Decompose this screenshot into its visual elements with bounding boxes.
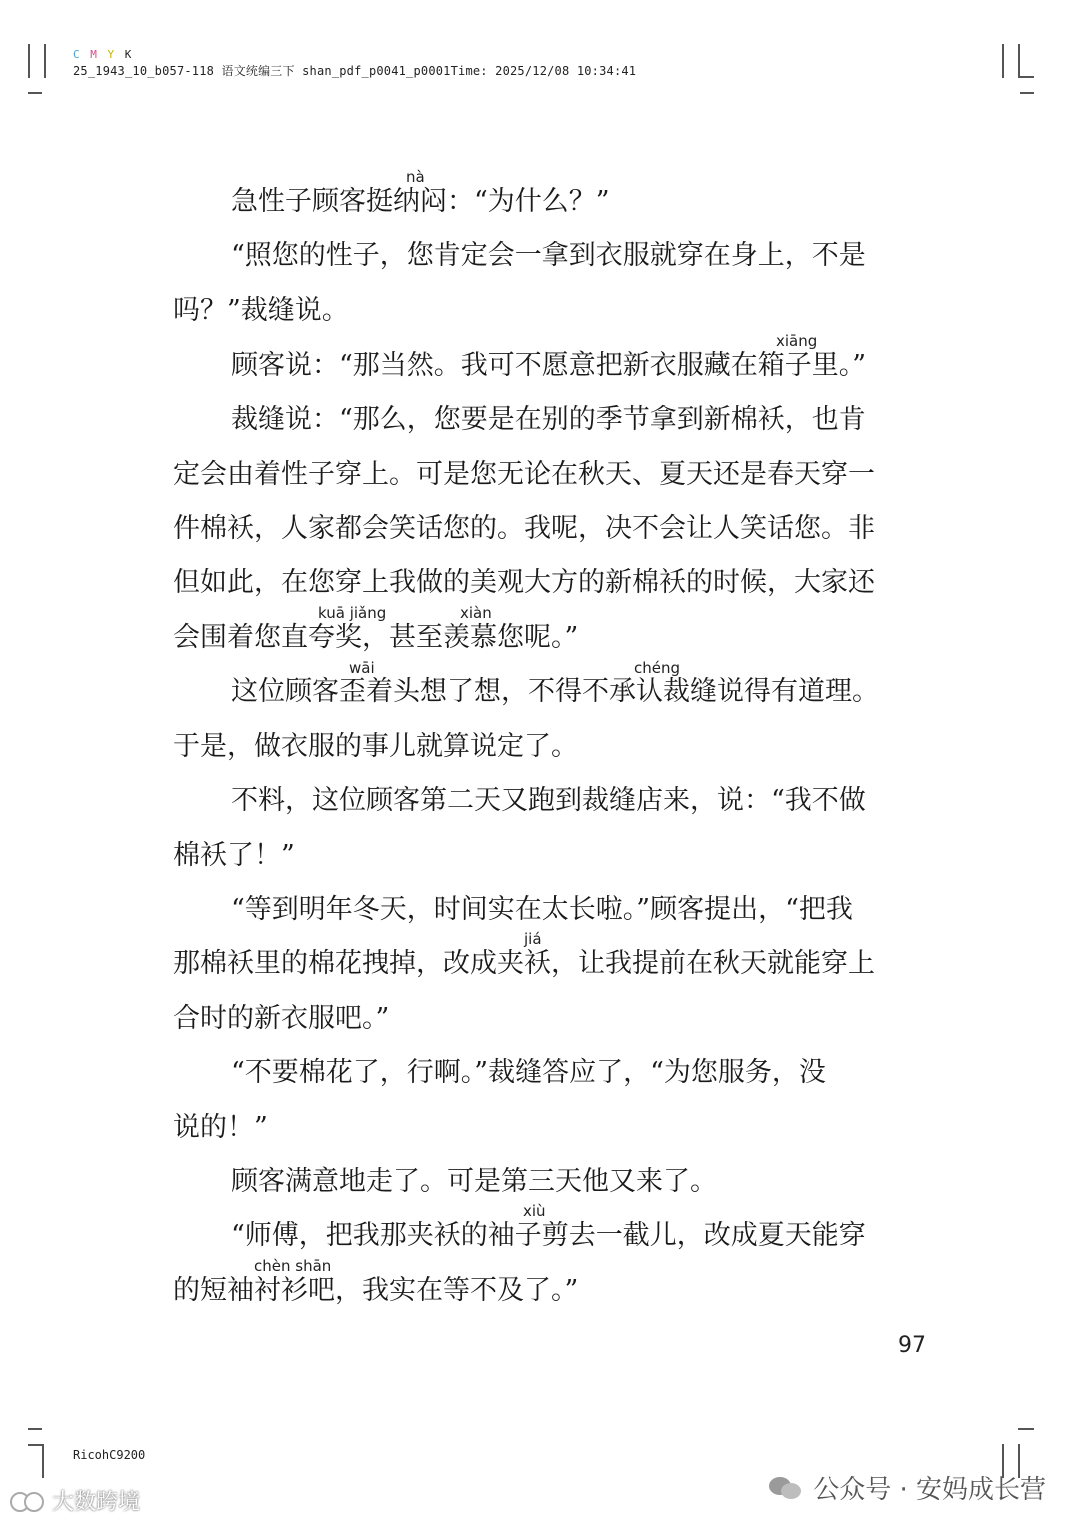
crop-mark <box>28 44 30 78</box>
line-text: 这位顾客歪着头想了想，不得不承认裁缝说得有道理。 <box>231 676 879 707</box>
line-text: 于是，做衣服的事儿就算说定了。 <box>173 731 578 762</box>
line-text: 合时的新衣服吧。” <box>173 1003 390 1034</box>
line-text: “不要棉花了，行啊。”裁缝答应了，“为您服务，没 <box>231 1057 826 1088</box>
left-watermark <box>10 1485 140 1516</box>
crop-mark <box>1018 76 1034 78</box>
line-text: 会围着您直夸奖，甚至羡慕您呢。” <box>173 622 579 653</box>
print-job-info: 25_1943_10_b057-118 语文统编三下 shan_pdf_p0041_p0001Time: 2025/12/08 10:34:41 <box>73 64 637 78</box>
cmyk-c: C <box>73 48 81 61</box>
pinyin-annotation: wāi <box>349 659 375 677</box>
line-text: 那棉袄里的棉花拽掉，改成夹袄，让我提前在秋天就能穿上 <box>173 948 875 979</box>
page-number: 97 <box>898 1333 926 1358</box>
crop-mark <box>1018 1428 1034 1430</box>
cmyk-m: M <box>90 48 98 61</box>
line-text: 但如此，在您穿上我做的美观大方的新棉袄的时候，大家还 <box>173 567 875 598</box>
watermark-label: 公众号 · 安妈成长营 <box>813 1475 1046 1505</box>
cmyk-k: K <box>124 48 133 61</box>
pinyin-annotation: xiāng <box>776 332 818 350</box>
line-text: “照您的性子，您肯定会一拿到衣服就穿在身上，不是 <box>231 240 866 271</box>
line-text: 急性子顾客挺纳闷：“为什么？” <box>231 186 610 217</box>
pinyin-annotation: xiàn <box>460 604 492 622</box>
pinyin-annotation: nà <box>406 168 425 186</box>
line-text: 吗？”裁缝说。 <box>173 295 349 326</box>
crop-mark <box>28 1428 42 1430</box>
line-text: “师傅，把我那夹袄的袖子剪去一截儿，改成夏天能穿 <box>231 1220 866 1251</box>
crop-mark <box>1018 44 1020 78</box>
printer-label: RicohC9200 <box>73 1448 146 1462</box>
line-text: 不料，这位顾客第二天又跑到裁缝店来，说：“我不做 <box>231 785 866 816</box>
line-text: 顾客满意地走了。可是第三天他又来了。 <box>231 1166 717 1197</box>
wechat-icon <box>769 1475 803 1501</box>
crop-mark <box>42 1444 44 1478</box>
left-watermark-label: 大数跨境 <box>52 1490 141 1515</box>
pinyin-annotation: jiá <box>524 930 542 948</box>
pinyin-annotation: xiù <box>523 1202 546 1220</box>
crop-mark <box>44 44 46 78</box>
line-text: 顾客说：“那当然。我可不愿意把新衣服藏在箱子里。” <box>231 350 867 381</box>
line-text: 棉袄了！” <box>173 840 295 871</box>
line-text: 裁缝说：“那么，您要是在别的季节拿到新棉袄，也肯 <box>231 404 866 435</box>
line-text: 的短袖衬衫吧，我实在等不及了。” <box>173 1275 579 1306</box>
pinyin-annotation: kuā jiǎng <box>318 604 387 622</box>
crop-mark <box>1020 92 1034 94</box>
line-text: 定会由着性子穿上。可是您无论在秋天、夏天还是春天穿一 <box>173 459 875 490</box>
line-text: 说的！” <box>173 1112 268 1143</box>
wechat-watermark <box>769 1469 1046 1506</box>
crop-mark <box>1002 44 1004 78</box>
crop-mark <box>28 92 42 94</box>
pinyin-annotation: chèn shān <box>254 1257 332 1275</box>
line-text: 件棉袄，人家都会笑话您的。我呢，决不会让人笑话您。非 <box>173 513 875 544</box>
cmyk-marks <box>73 48 134 61</box>
chain-logo-icon <box>10 1490 46 1512</box>
crop-mark <box>28 1444 42 1446</box>
line-text: “等到明年冬天，时间实在太长啦。”顾客提出，“把我 <box>231 894 853 925</box>
cmyk-y: Y <box>107 48 116 61</box>
pinyin-annotation: chéng <box>634 659 681 677</box>
